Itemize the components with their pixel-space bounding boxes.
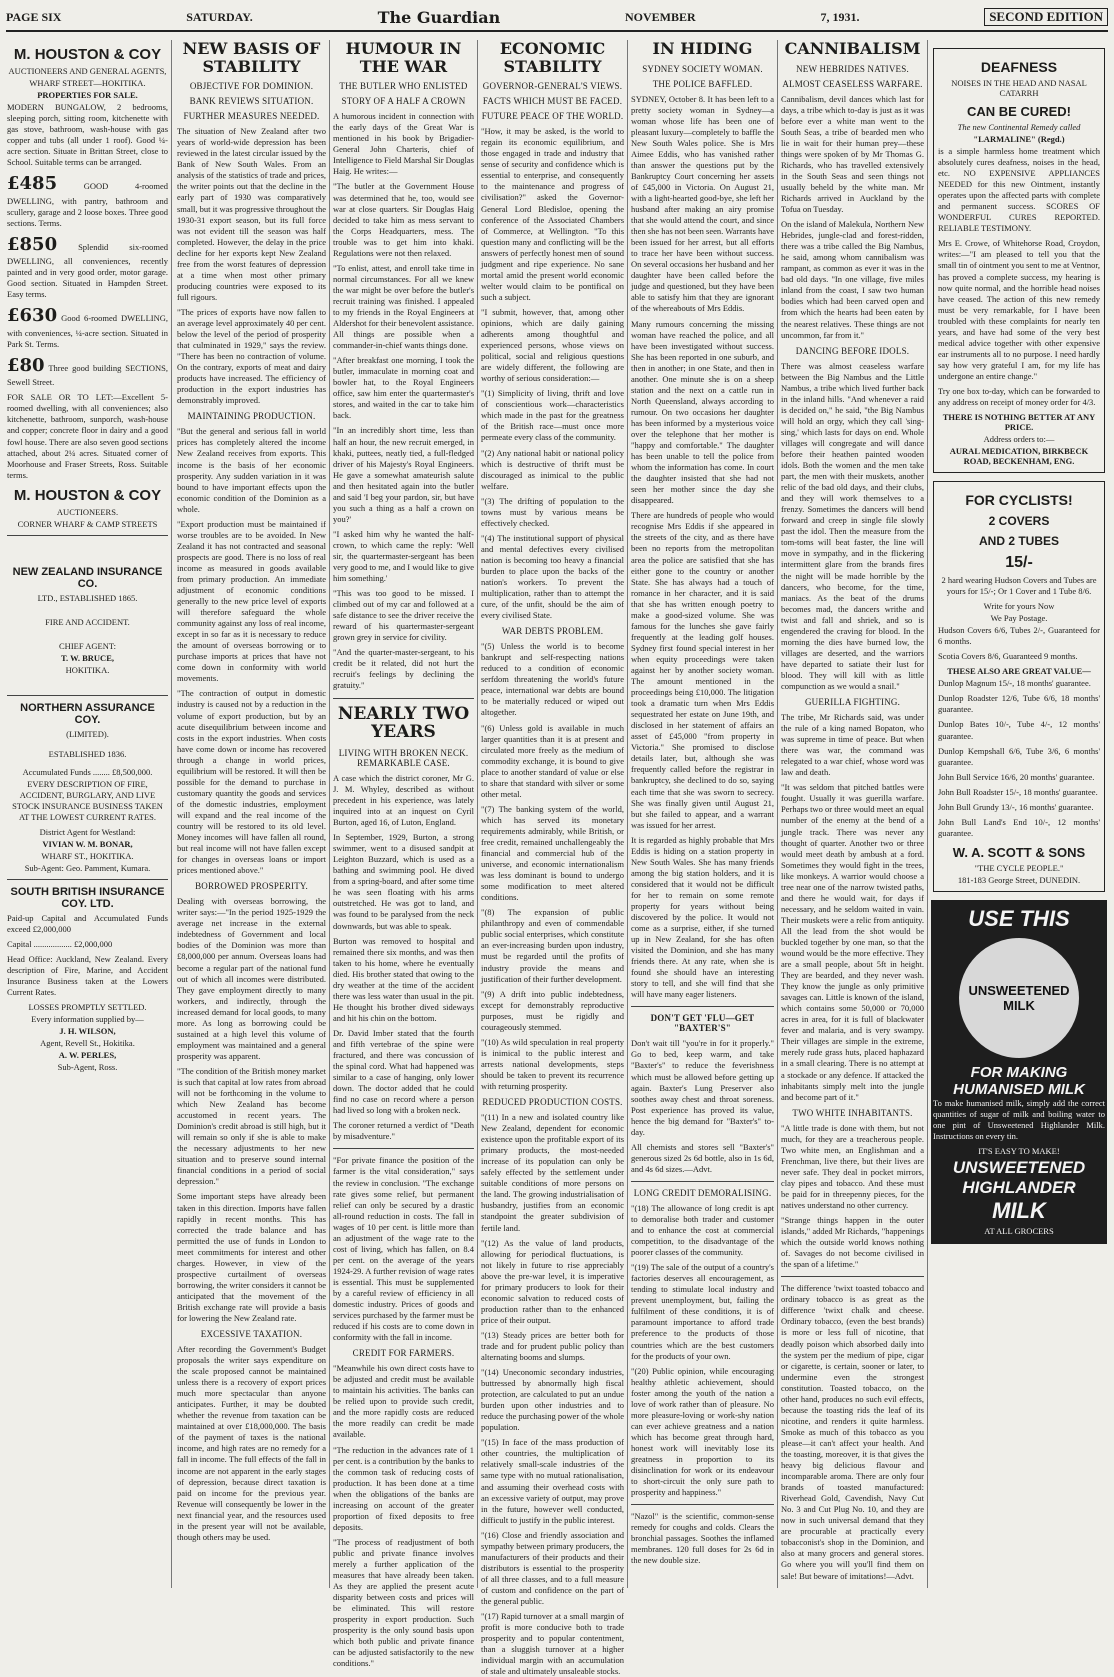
cyclists-heading: FOR CYCLISTS!	[965, 492, 1073, 509]
edition-label: SECOND EDITION	[984, 8, 1108, 26]
write-for-yours: Write for yours Now	[983, 601, 1055, 612]
paragraph: "(1) Simplicity of living, thrift and love of conscientious work—characteristics which made in the past for the greatness of the British race—must once more permeate every class of the community.	[481, 388, 624, 443]
northern-established: ESTABLISHED 1836.	[48, 748, 127, 759]
district-agent-label: District Agent for Westland:	[39, 826, 136, 837]
subhead-maintaining: MAINTAINING PRODUCTION.	[187, 411, 316, 422]
paragraph: "Export production must be maintained if worse troubles are to be avoided. In New Zealand it has not contracted and seasonal prospects are good. There is no loss of real income as measured in goods available from primary production. An immediate adjustment of economic conditions generally to the new price level of exports will therefore safeguard the whole community against any loss of real income, except in so far as it is necessary to reduce the amount of overseas borrowing or to purchase imports at prices that have not come down in conformity with world movements.	[177, 518, 326, 684]
george-street: 181-183 George Street, DUNEDIN.	[957, 874, 1081, 885]
subhead-credit-farmers: CREDIT FOR FARMERS.	[352, 1348, 455, 1359]
price-630: £630	[7, 305, 58, 327]
headline-in-hiding: IN HIDING	[652, 39, 753, 58]
paragraph: "(7) The banking system of the world, which has served its monetary requirements admirably, while British, or free credit, remained unchallengeably the financial and commercial hub of the universe, and economic internationalism was less dominant is bound to undergo some modification to meet altered conditions.	[481, 803, 624, 903]
subhead-sydney: SYDNEY SOCIETY WOMAN.	[642, 63, 763, 74]
paragraph: "For private finance the position of the farmer is the vital consideration," says the review in conclusion. "The exchange rate gives some relief, but permanent relief can only be secured by a drastic all-round reduction in costs. The fall in wages of 10 per cent. is little more than an adjustment of the wage rate to the cost of living, which has fallen, on 8.4 per cent. on the average of the years 1924-29. A further revision of wage rates is essential. This must be supplemented by a careful review of efficiency in all domestic industry. Prices of goods and services purchased by the farmer must be reduced if his costs are to come down in conformity with the fall in income.	[333, 1155, 474, 1343]
paragraph: The coroner returned a verdict of "Death by misadventure."	[333, 1120, 474, 1142]
info-supplied: Every information supplied by—	[31, 1014, 144, 1025]
john-bull-lands-end: John Bull Land's End 10/-, 12 months' guarantee.	[938, 816, 1100, 838]
agent-bonar-address: WHARF ST., HOKITIKA.	[41, 850, 134, 861]
two-tubes: AND 2 TUBES	[978, 534, 1059, 549]
deafness-ad	[933, 48, 1105, 473]
baxters-ad-body-2: All chemists and stores sell "Baxter's" generous sized 2s 6d bottle, also in 1s 6d, and 4s 6d sizes.—Advt.	[631, 1141, 774, 1174]
paragraph: "(20) Public opinion, while encouraging healthy athletic achievement, should foster among the youth of the nation a love of work rather than of pleasure. No more pleasure-loving or work-shy nation can ever achieve greatness and a nation which has become great through hard, honest work will inevitably lose its greatness in proportion to its disinclination for work or its endeavour to short-circuit the only sure path to prosperity and happiness."	[631, 1365, 774, 1498]
paragraph: "(14) Uneconomic secondary industries, buttressed by abnormally high fiscal protection, are calculated to put an undue burden upon other industries and to reduce the purchasing power of the whole population.	[481, 1367, 624, 1433]
paragraph: "I asked him why he wanted the half-crown, to which came the reply: 'Well sir, the quartermaster-sergeant has been very good to me, and I would like to give him something.'	[333, 528, 474, 584]
column-1-advertisements	[4, 40, 172, 1588]
paragraph: "The condition of the British money market is such that capital at low rates from abroad will not be forthcoming in the volume to which New Zealand has become accustomed in recent years. The Dominion's credit abroad is still high, but it will remain so only if she is able to make the necessary adjustments to her new situation and to preserve sound internal financial conditions in a period of social depression."	[177, 1065, 326, 1187]
masthead	[6, 4, 1108, 32]
making-instructions: To make humanised milk, simply add the correct quantities of sugar of milk and boiling water to one pint of Unsweetened Highlander Milk. Instructions on every tin.	[933, 1097, 1105, 1142]
larmaline-body: is a simple harmless home treatment which absolutely cures deafness, noises in the head, etc. NO EXPENSIVE APPLIANCES NEEDED for this new Ointment, instantly operates upon the affected parts with complete and permanent success. SCORES OF WONDERFUL CURES REPORTED. RELIABLE TESTIMONY.	[938, 146, 1100, 234]
larmaline-name: "LARMALINE" (Regd.)	[973, 134, 1065, 144]
nz-insurance-established: LTD., ESTABLISHED 1865.	[37, 592, 138, 603]
paragraph: In September, 1929, Burton, a strong swimmer, went to a disused sandpit at Leighton Buzzard, which is used as a bathing and swimming pool. He dived from a spring-board, and after some time he was seen floating with his arms outstretched. He was got to land, and was found to be paralysed from the neck downwards, but was able to speak.	[333, 832, 474, 931]
sub-agent-pamment: Sub-Agent: Geo. Pamment, Kumara.	[24, 862, 151, 873]
cyclists-price: 15/-	[1005, 554, 1033, 572]
paragraph: "Meanwhile his own direct costs have to be adjusted and credit must be available to maintain his activities. The banks can be relied upon to provide such credit, and the more rapidly costs are reduced the more readily can credit be made available.	[333, 1363, 474, 1440]
agent-bruce: T. W. BRUCE,	[61, 652, 114, 663]
south-british-capital: Capital .................. £2,000,000	[7, 938, 113, 949]
nothing-better: THERE IS NOTHING BETTER AT ANY PRICE.	[942, 412, 1096, 433]
paragraph: Some important steps have already been taken in this direction. Imports have fallen rapidly in recent months. This has corrected the trade balance and has permitted the use of funds in London to meet commitments for interest and other charges. However, in view of the prospective curtailment of overseas borrowing, the writer considers it cannot be anticipated that the movement of the British exchange rate will provide a basis for lowering the New Zealand rate.	[177, 1191, 326, 1323]
john-bull-grundy: John Bull Grundy 13/-, 16 months' guarantee.	[938, 801, 1094, 812]
paragraph: "This was too good to be missed. I climbed out of my car and followed at a safe distance to see the driver receive the reward of his quartermaster-sergeant grown grey in service for civility.	[333, 588, 474, 643]
paragraph: "(9) A drift into public indebtedness, except for demonstrably reproductive purposes, must be rigidly and courageously stemmed.	[481, 988, 624, 1032]
column-7-advertisements	[928, 40, 1110, 1588]
column-5-in-hiding	[628, 40, 778, 1588]
agent-wilson: J. H. WILSON,	[59, 1026, 116, 1037]
paragraph: There are hundreds of people who would recognise Mrs Eddis if she appeared in the streets of the city, and as there have been no reports from the metropolitan area the police are satisfied that she has either gone to the country or another State. She has always had a touch of romance in her character, and it is said that she has written enough poetry to make a good-sized volume. She was famous for the lunches she gave fairly frequently at the leading golf houses. Sydney first found special interest in her when equity proceedings were taken against her by another society woman. The amount mentioned in the proceedings being £10,000. The litigation took a dramatic turn when Mrs Eddis sequestrated her estate on June 19th, and disclosed in her statement of affairs an asset of £45,000 "from property in Victoria." She promised to disclose details later, but, although she was frequently called before the registrar in bankruptcy, she declined to do so, saying each time that she was sworn to secrecy. She was finally given until August 21, but she failed to appear, and a warrant was issued for her arrest.	[631, 510, 774, 830]
paragraph: Many rumours concerning the missing woman have reached the police, and all have been investigated without success. She has been reported in one suburb, and then in another; in one State, and then in another. One minute she is on a sheep station and the next on a cattle run in North Queensland, always according to rumour. On two occasions her daughter has been informed by a mysterious voice over the telephone that her mother is "happy and comfortable." The daughter has been unable to tell the police from whom the information has come. In court the daughter insisted that she had not seen her mother since the day she disappeared.	[631, 318, 774, 506]
paragraph: "(17) Rapid turnover at a small margin of profit is more conducive both to trade prosperity and to popular contentment, than a sluggish turnover at a higher individual margin with an accumulation of stale and ultimately unsaleable stocks.	[481, 1611, 624, 1677]
subhead-hebrides: NEW HEBRIDES NATIVES.	[796, 63, 909, 74]
subhead-governor: GOVERNOR-GENERAL'S VIEWS.	[482, 81, 623, 92]
paragraph: Cannibalism, devil dances which last for days, a tribe which to-day is just as it was before ever a white man went to the South Seas, a tribe of bearded men who lie in wait for their human prey—these things were spoken of by Mr Thomas G. Richards, who has travelled extensively in the South Seas and seen things not usually beheld by the white man. Mr Richards arrived in Auckland by the Tofua on Tuesday.	[781, 93, 924, 215]
paragraph: It is regarded as highly probable that Mrs Eddis is hiding on a station property in New South Wales. She has many friends among the big station holders, and it is considered that it would not be difficult for her to remain on some remote property for years without being discovered by the police. It would not come as a surprise, either, if she turned up in New Zealand, for she has often visited the Dominion, and she has many friends there. At any rate, when she is found she should have an interesting story to tell, and she will find that she will have many eager listeners.	[631, 834, 774, 1000]
highlander-milk-ad	[931, 900, 1107, 1244]
listing-630: Good 6-roomed DWELLING, with conveniences, ¼-acre section. Situated in Park St. Terms.	[7, 313, 169, 349]
subhead-borrowed: BORROWED PROSPERITY.	[195, 881, 308, 892]
paragraph: SYDNEY, October 8. It has been left to a pretty society woman in Sydney—a woman whose life has been one of pleasant luxury—completely to baffle the New South Wales police. She is Mrs Aimee Eddis, who has vanished rather than answer the questions put by the Bankruptcy Court concerning her assets of £45,000 in Victoria. On August 21, with a light-hearted good-bye, she left her husband after making an airy promise that she would attend the court, and since then she has not been seen. Warrants have been issued for her arrest, but all efforts to trace her have been without success. On several occasions her husband and her daughter have been called before the judge and questioned, but they have been able to satisfy him that they are ignorant of the whereabouts of Mrs Eddis.	[631, 93, 774, 314]
paragraph: "(12) As the value of land products, allowing for periodical fluctuations, is not likely in future to rise appreciably above the pre-war level, it is imperative for primary producers to look for their economic salvation to reduced costs of production rather than to the enhanced price of their output.	[481, 1237, 624, 1325]
south-british-head-office: Head Office: Auckland, New Zealand. Every description of Fire, Marine, and Accident Insurance Business taken at the Lowers Current Rates.	[7, 954, 168, 998]
agent-perles-address: Sub-Agent, Ross.	[57, 1062, 118, 1073]
paragraph: A humorous incident in connection with the early days of the Great War is mentioned in his book by Brigadier-General John Charteris, chief of Intelligence to Field Marshal Sir Douglas Haig. He writes:—	[333, 111, 474, 177]
great-value: THESE ALSO ARE GREAT VALUE—	[947, 666, 1091, 677]
paragraph: "It was seldom that pitched battles were fought. Usually it was guerilla warfare. Perhaps two or three would meet an equal number of the enemy at the bend of a jungle track. There was never any thought of quarter. Another two or three would meet death by ambush at a ford. Sometimes they would fight in the trees, like monkeys. A warrior would choose a tree near one of the narrow twisted paths, and there he would wait, for days if necessary, and he seldom waited in vain. Their muskets were a relic from antiquity. All the lead from the shot would be buckled together by one man, so that the wound would be the more effective. They are a small people, about 5ft in height. They are bearded, and they never wash. They know the jungle as only primitive savages can. Little is known of the island, which contains some 50,000 or 70,000 acres in area, for it is full of blackwater fever and malaria, and is very swampy. Their villages are simple in the extreme, merely rude grass huts, placed haphazard in a small clearing. There is no attempt at a stockade or any defence. If attacked the inhabitants simply melt into the jungle and become part of it."	[781, 782, 924, 1102]
subhead-butler: THE BUTLER WHO ENLISTED	[339, 81, 468, 92]
listing-485: GOOD 4-roomed DWELLING, with pantry, bathroom and scullery, garage and 2 loose boxes. Three good sections. Terms.	[7, 181, 168, 228]
dunlop-magnum: Dunlop Magnum 15/-, 18 months' guarantee.	[938, 678, 1091, 689]
subhead-facts: FACTS WHICH MUST BE FACED.	[482, 96, 623, 107]
houston-auctioneers: AUCTIONEERS AND GENERAL AGENTS,	[8, 66, 167, 76]
paragraph: Dr. David Imber stated that the fourth and fifth vertebrae of the spine were fractured, and there was concussion of the spinal cord. What had happened was similar to a case of hanging, only lower down. The doctor added that he could find no case on record where a person had lived so long with a broken neck.	[333, 1027, 474, 1116]
for-sale-listing: FOR SALE OR TO LET:—Excellent 5-roomed dwelling, with all conveniences; also kitchenette, bathroom, sunporch, wash-house and copper; concrete floor in dairy and a good fowl house. There are also seven good sections attached, about 2¼ acres. Situated corner of Moorhouse and Fraser Streets, Ross. Suitable terms.	[7, 392, 168, 480]
scott-sons: W. A. SCOTT & SONS	[952, 844, 1086, 860]
paragraph: There was almost ceaseless warfare between the Big Nambus and the Little Nambus, a tribe which lived further back in the inland hills. "And whenever a raid is decided on," he said, "the Big Nambus will hold an orgy, which they call 'sing-sing,' which lasts for days on end. Whole villages will congregate and will dance before their heathen painted wooden idols. Both the women and the men take part, the men with their muskets, another relic of the bad old days, and their clubs, and they will work themselves to a frenzy. Sometimes the dancers will bend forward and creep in single file slowly past the idol. Then the measure from the tom-toms will beat faster, the line will move in sympathy, and in the flickering intermittent glare from the brands fires the night will be made horrible by the dancers, who become, for the time, maniacs. As the beat of the drums becomes mad, the dancers writhe and twist and fall and shriek, and so is engendered the craving for blood. In the morning the dies have burned low, the villages are deserted, and the warriors have departed to satiate their lust for blood. They will kill with as little compunction as we would a snail."	[781, 360, 924, 691]
cycle-people: "THE CYCLE PEOPLE."	[974, 862, 1064, 873]
column-6-cannibalism	[778, 40, 928, 1588]
paragraph: "(5) Unless the world is to become bankrupt and self-respecting nations reduced to a condition of economic serfdom threatening the world's future peace, international war debts are bound to be materially reduced or wiped out altogether.	[481, 641, 624, 718]
paragraph: "(18) The allowance of long credit is apt to demoralise both trader and customer and to enhance the cost at commercial competition, to the disadvantage of the poorer classes of the community.	[631, 1202, 774, 1258]
losses-settled: LOSSES PROMPTLY SETTLED.	[28, 1002, 147, 1013]
dunlop-bates: Dunlop Bates 10/-, Tube 4/-, 12 months' guarantee.	[938, 719, 1100, 741]
subhead-further: FURTHER MEASURES NEEDED.	[183, 111, 320, 122]
two-covers: 2 COVERS	[988, 514, 1050, 529]
subhead-taxation: EXCESSIVE TAXATION.	[200, 1329, 303, 1340]
paragraph: "How, it may be asked, is the world to regain its economic equilibrium, and those engaged in trade and industry that sense of security and confidence which is essential to enterprise, and consequently to the maintenance and progress of civilisation?" asked the Governor-General Lord Bledisloe, opening the conference of the Associated Chambers of Commerce, at Wellington. "To this question many and conflicting will be the answers of perfectly honest men of sound judgment and ripe experience. No sane mortal amid the present world economic welter would claim to be pontifical on such a subject.	[481, 126, 624, 302]
for-making: FOR MAKING HUMANISED MILK	[953, 1063, 1085, 1098]
paragraph: "The butler at the Government House was determined that he, too, would see war at close quarters. Sir Douglas Haig decided to take him as mess servant to the Corps Headquarters, mess. The trouble was to get him into khaki. Regulations were not then relaxed.	[333, 181, 474, 258]
listing-80: Three good building SECTIONS, Sewell Street.	[7, 362, 168, 388]
paragraph: "The contraction of output in domestic industry is caused not by a reduction in the volume of export production, but by an acute disequilibrium between income and costs in the export industries. When costs have come down or income has recovered through a change in world prices, equilibrium will be restored. It will then be possible for the demand to purchase in customary quantity the goods and services of the domestic industries, employment will expand and the real income of the country will be restored to its old level. Money incomes will have fallen all round, but real income will not have fallen except for changes in overseas loans or import prices mentioned above."	[177, 688, 326, 876]
column-2-new-basis	[174, 40, 330, 1588]
paragraph: "(16) Close and friendly association and sympathy between primary producers, the manufacturers of their products and their distributors is essential to the prosperity of all three classes, and to a full measure of custom and confidence on the part of the general public.	[481, 1529, 624, 1606]
easy-to-make: IT'S EASY TO MAKE!	[978, 1146, 1060, 1157]
nz-insurance-title: NEW ZEALAND INSURANCE CO.	[12, 565, 163, 590]
aural-medication: AURAL MEDICATION, BIRKBECK ROAD, BECKENHAM, ENG.	[949, 446, 1089, 467]
deafness-heading: DEAFNESS	[980, 59, 1058, 75]
john-bull-roadster: John Bull Roadster 15/-, 18 months' guarantee.	[938, 786, 1098, 797]
headline-economic-stability: ECONOMIC STABILITY	[499, 39, 606, 76]
houston-firm-2: M. HOUSTON & COY	[13, 486, 162, 504]
paragraph: "I submit, however, that, among other opinions, which are daily gaining adherents among thoughtful and experienced persons, whose views on political, social and religious questions are widely different, the following are worthy of serious consideration:—	[481, 306, 624, 384]
paragraph: "The prices of exports have now fallen to an average level approximately 40 per cent. below the level of the period of prosperity that culminated in 1929," says the review. "There has been no contraction of volume. On the contrary, exports of meat and dairy products have increased. The efficiency of production in the export industries has demonstrably improved.	[177, 306, 326, 406]
unsweetened-label: UNSWEETENED	[952, 1158, 1086, 1178]
agent-bonar: VIVIAN W. M. BONAR,	[42, 838, 133, 849]
paragraph: "After breakfast one morning, I took the butler, immaculate in morning coat and bowler hat, to the Royal Engineers office, saw him enter the quartermaster's stores, and waited in the car to take him back.	[333, 355, 474, 421]
address-orders: Address orders to:—	[983, 434, 1055, 445]
properties-heading: PROPERTIES FOR SALE.	[37, 90, 138, 100]
south-british-title: SOUTH BRITISH INSURANCE COY. LTD.	[10, 885, 165, 910]
can-label: UNSWEETENED MILK	[968, 982, 1070, 1013]
paragraph: On the island of Malekula, Northern New Hebrides, jungle-clad and forest-ridden, there was a tribe called the Big Nambus, he said, among whom cannibalism was rampant, as common as ever it was in the bad old days. "In one village, five miles inland from the coast, I saw two human bodies which had been carved open and from which the hearts had been eaten by the nearest relatives. These things are not uncommon, far from it."	[781, 219, 924, 340]
continental-remedy: The new Continental Remedy called	[957, 122, 1081, 132]
subhead-dancing: DANCING BEFORE IDOLS.	[795, 345, 910, 356]
we-pay-postage: We Pay Postage.	[990, 613, 1048, 624]
northern-limited: (LIMITED).	[66, 728, 109, 739]
dunlop-roadster: Dunlop Roadster 12/6, Tube 6/6, 18 months' guarantee.	[938, 693, 1100, 715]
toasted-tobacco-ad: The difference 'twixt toasted tobacco and ordinary tobacco is as great as the difference 'twixt chalk and cheese. Ordinary tobacco, (even the best brands) is more or less full of nicotine, that deadly poison which absorbed daily into the system per the medium of pipe, cigar or cigarette, is certain, sooner or later, to undermine even the strongest constitution. Toasted tobacco, on the other hand, produces no such evil effects, because the toasting rids the leaf of its nicotine, and renders it quite harmless. Smoke as much of this tobacco as you please—it can't affect your health. And the toasting, moreover, it is that gives the heavy big delicious flavour and incomparable aroma. There are only four brands of toasted manufactured: Riverhead Gold, Cavendish, Navy Cut No. 3 and Cut Plug No. 10, and they are now in such universal demand that they are procurable at practically every tobacconist's shop in the Dominion, and also at many grocers and general stores. Go where you will you'll find them on sale! But beware of imitations!—Advt.	[781, 1283, 924, 1581]
paragraph: The tribe, Mr Richards said, was under the rule of a king named Bopaton, who was supreme in time of peace. But when there was war, the command was relegated to a war chief, whose word was law and death.	[781, 712, 924, 778]
paragraph: "Strange things happen in the outer islands," added Mr Richards, "happenings which the outside world knows nothing of. Savages do not become civilised in the span of a lifetime."	[781, 1215, 924, 1270]
john-bull-service: John Bull Service 16/6, 20 months' guarantee.	[938, 771, 1095, 782]
paragraph: "To enlist, attest, and enroll take time in normal circumstances. For all we knew the war might be over before the butler's recruit training was finished. I appealed to my friends in the Royal Engineers at Aldershot for their benevolent assistance. All things are possible when a commander-in-chief wants things done.	[333, 262, 474, 351]
houston-corner: CORNER WHARF & CAMP STREETS	[17, 518, 158, 529]
at-all-grocers: AT ALL GROCERS	[984, 1226, 1054, 1237]
paragraph: The situation of New Zealand after two years of world-wide depression has been reviewed in the latest circular issued by the Bank of New South Wales. From an analysis of the statistics of trade and prices, the writer points out that the decline in the early part of 1930 was comparatively small, but it was progressive throughout the 1930-31 export season, but its full force was not evident till the season was half completed. However, the delay in the price decline for her exports kept New Zealand free from the worst features of depression at a time when most other primary producing countries were exposed to its full rigours.	[177, 126, 326, 302]
column-3-humour	[330, 39, 478, 1669]
column-4-economic-stability	[478, 39, 628, 1677]
paragraph: "(4) The institutional support of physical and mental defectives every civilised nation is becoming too heavy a financial burden to place upon the backs of the nation's workers. To prevent the multiplication, rather than to attempt the cure, of the unfit, should be the aim of every civilised State.	[481, 532, 624, 621]
scotia-covers: Scotia Covers 8/6, Guaranteed 9 months.	[938, 651, 1078, 662]
paragraph: "A little trade is done with them, but not much, for they are a treacherous people. Two white men, an Englishman and a Frenchman, live there, but their lives are never safe. They deal in pocket mirrors, clay pipes and tobacco. And these must be paid for in threepenny pieces, for the natives understand no other currency.	[781, 1122, 924, 1210]
headline-humour: HUMOUR IN THE WAR	[345, 39, 462, 76]
newspaper-title: The Guardian	[377, 7, 501, 27]
paragraph: "(8) The expansion of public philanthropy and even of commendable public social enterprises, which constitute an ever-increasing burden upon industry, must be regarded until the profits of industry provide the means and justification of their further development.	[481, 907, 624, 984]
paragraph: "(6) Unless gold is available in much larger quantities than it is at present and circulated more freely as the medium of commodity exchange, it is bound to give place to another standard of value or else to share that standard with silver or some other metal.	[481, 722, 624, 799]
subhead-guerilla: GUERILLA FIGHTING.	[804, 697, 901, 708]
deafness-subheading: NOISES IN THE HEAD AND NASAL CATARRH	[951, 78, 1087, 98]
paragraph: Dealing with overseas borrowing, the writer says:—"In the period 1925-1929 the average net increase in the external indebtedness of Government and local bodies of the Dominion was more than £8,000,000 per annum. Overseas loans had become a regular part of the national fund out of which all incomes were distributed. They gave employment directly to many workers, and indirectly, through the increased demand for local goods, to many more. As long as borrowing could be sustained at a high level this volume of employment was maintained and a general prosperity was apparent.	[177, 896, 326, 1061]
masthead-date: 7, 1931.	[820, 9, 860, 24]
page-number: PAGE SIX	[6, 9, 62, 24]
dunlop-kempshall: Dunlop Kempshall 6/6, Tube 3/6, 6 months' guarantee.	[938, 745, 1100, 767]
paragraph: "(11) In a new and isolated country like New Zealand, dependent for economic existence upon the profitable export of its primary products, the most-needed increase of its population can only be safely effected by the settlement under suitable conditions of more persons on the land. The growing industrialisation of husbandry, justifies from an economic standpoint the greater subdivision of fertile land.	[481, 1112, 624, 1233]
subhead-production-costs: REDUCED PRODUCTION COSTS.	[482, 1097, 623, 1108]
subhead-long-credit: LONG CREDIT DEMORALISING.	[633, 1187, 772, 1198]
headline-new-basis: NEW BASIS OF STABILITY	[182, 39, 321, 76]
listing-850: Splendid six-roomed DWELLING, all conveniences, recently painted and in very good order, motor garage. Good section. Situated in Hampden Street. Easy terms.	[7, 241, 168, 300]
paragraph: "The process of readjustment of both public and private finance involves merely a further application of the measures that have already been taken. As they are applied the present acute disparity between costs and prices will be eliminated. This will restore prosperity in export production. Such prosperity is the only sound basis upon which both public and private finance can be adjusted satisfactorily to the new conditions."	[333, 1536, 474, 1669]
northern-description: EVERY DESCRIPTION OF FIRE, ACCIDENT, BURGLARY, AND LIVE STOCK INSURANCE BUSINESS TAKEN AT THE LOWEST CURRENT RATES.	[12, 778, 163, 822]
nazol-ad: "Nazol" is the scientific, common-sense remedy for coughs and colds. Clears the bronchial passages. Soothes the inflamed membranes. 120 full doses for 2s 6d in the new double size.	[631, 1511, 774, 1566]
paragraph: "But the general and serious fall in world prices has completely altered the income New Zealand receives from exports. This income is the basis of her economic prosperity. Any sudden variation in it was bound to have important effects upon the economic condition of the Dominion as a whole.	[177, 426, 326, 514]
agent-wilson-address: Agent, Revell St., Hokitika.	[40, 1038, 135, 1049]
houston-firm: M. HOUSTON & COY	[13, 46, 162, 63]
headline-cannibalism: CANNIBALISM	[784, 39, 921, 58]
accumulated-funds: Accumulated Funds ........ £8,500,000.	[22, 766, 153, 777]
hudson-covers: Hudson Covers 6/6, Tubes 2/-, Guaranteed for 6 months.	[938, 625, 1100, 647]
use-this: USE THIS	[968, 905, 1070, 931]
subhead-two-white: TWO WHITE INHABITANTS.	[792, 1107, 913, 1118]
highlander-label: HIGHLANDER	[962, 1178, 1076, 1198]
subhead-police: THE POLICE BAFFLED.	[652, 78, 753, 89]
price-80: £80	[7, 354, 45, 376]
hudson-offer: 2 hard wearing Hudson Covers and Tubes are yours for 15/-; Or 1 Cover and 1 Tube 8/6.	[941, 575, 1097, 597]
paragraph: Burton was removed to hospital and remained there six months, and was then taken to his home, where he eventually died. His brother stated that owing to the dry weather at the time of the accident there was less water than usual in the pit. He thought his brother dived sideways and hit his chin on the bottom.	[333, 935, 474, 1023]
baxters-ad-body: Don't wait till "you're in for it properly." Go to bed, keep warm, and take "Baxter's" to reduce the feverishness which must be allowed before getting up again. Baxter's Lung Preserver also soothes away chest and throat soreness. Post experience has proved its value, hence the big demand for "Baxter's" to-day.	[631, 1038, 774, 1137]
try-one-box: Try one box to-day, which can be forwarded to any address on receipt of money order for 4/3.	[938, 385, 1100, 408]
paragraph: "The reduction in the advances rate of 1 per cent. is a contribution by the banks to the common task of reducing costs of production. It has been done at a time when the obligations of the banks are increasing on account of the greater proportion of fixed deposits to free deposits.	[333, 1444, 474, 1532]
masthead-day: SATURDAY.	[186, 9, 253, 24]
paragraph: "(19) The sale of the output of a country's factories deserves all encouragement, as tending to stimulate local industry and prevent unemployment, but, failing the fulfilment of these conditions, it is of paramount importance to afford trade preference to the products of those countries which are the best customers for the products of your own.	[631, 1262, 774, 1361]
milk-can-illustration	[959, 938, 1079, 1058]
chief-agent-label: CHIEF AGENT:	[59, 640, 116, 651]
paragraph: "In an incredibly short time, less than half an hour, the new recruit emerged, in khaki, puttees, neatly tied, a full-fledged driver of his Majesty's Royal Engineers. He gave a somewhat amateurish salute and then hesitated again into the butler and said 'I beg your pardon, sir, but have you such a thing as a half a crown on you?'	[333, 425, 474, 524]
northern-assurance-title: NORTHERN ASSURANCE COY.	[20, 701, 155, 726]
paragraph: "(3) The drifting of population to the towns must by various means be effectively checked.	[481, 495, 624, 528]
subhead-warfare: ALMOST CEASELESS WARFARE.	[782, 78, 923, 89]
subhead-broken-neck: LIVING WITH BROKEN NECK. REMARKABLE CASE.	[338, 747, 469, 768]
subhead-objective: OBJECTIVE FOR DOMINION.	[189, 81, 314, 92]
paragraph: "(15) In face of the mass production of other countries, the multiplication of relatively small-scale industries of the same type with no mutual rationalisation, and assuming their overhead costs with an excessive variety of output, may prove in the future, however well conducted, difficult to justify in the public interest.	[481, 1437, 624, 1525]
milk-label: MILK	[992, 1198, 1046, 1224]
can-be-cured: CAN BE CURED!	[967, 104, 1071, 119]
baxters-ad-heading: DON'T GET 'FLU—GET "BAXTER'S"	[650, 1013, 755, 1034]
paragraph: A case which the district coroner, Mr G. J. M. Whyley, described as without precedent in his experience, was lately inquired into at an inquest on Cyril Burton, aged 16, of Luton, England.	[333, 772, 474, 828]
agent-hokitika: HOKITIKA.	[65, 664, 110, 675]
subhead-future-peace: FUTURE PEACE OF THE WORLD.	[481, 111, 624, 122]
fire-accident: FIRE AND ACCIDENT.	[45, 616, 130, 627]
subhead-bank: BANK REVIEWS SITUATION.	[189, 96, 314, 107]
paragraph: "(13) Steady prices are better both for trade and for prudent public policy than alternating booms and slumps.	[481, 1329, 624, 1363]
subhead-half-crown: STORY OF A HALF A CROWN	[341, 96, 466, 107]
houston-wharf: WHARF STREET—HOKITIKA.	[29, 78, 146, 88]
agent-perles: A. W. PERLES,	[58, 1050, 117, 1061]
masthead-month: NOVEMBER	[625, 9, 696, 24]
price-850: £850	[7, 233, 58, 255]
testimony: Mrs E. Crowe, of Whitehorse Road, Croydon, writes:—"I am pleased to tell you that the small tin of ointment you sent to me at Ventnor, has proved a complete success, my hearing is now quite normal, and the horrible head noises have ceased. The action of this new remedy must be very remarkable, for I have been troubled with these complaints for nearly ten years, and have had some of the very best medical advice together with other expensive ear instruments all to no purpose. I need hardly say how very grateful I am, for my life has undergone an entire change."	[938, 238, 1100, 381]
cyclists-ad	[933, 481, 1105, 892]
houston-auctioneers-2: AUCTIONEERS.	[56, 506, 119, 517]
headline-nearly-two-years: NEARLY TWO YEARS	[337, 703, 470, 743]
bungalow-listing: MODERN BUNGALOW, 2 bedrooms, sleeping porch, sitting room, kitchenette with gas stove, bathroom, wash-house with gas copper and tubs (all under 1 roof). Good ¼-acre section. Situate in Brittan Street, close to School. Suitable terms can be arranged.	[7, 102, 168, 168]
subhead-war-debts: WAR DEBTS PROBLEM.	[501, 626, 604, 637]
paragraph: "(2) Any national habit or national policy which is destructive of thrift must be discouraged as inimical to the public welfare.	[481, 447, 624, 491]
paragraph: "And the quarter-master-sergeant, to his credit be it related, did not hurt the recruit's feelings by declining the gratuity."	[333, 647, 474, 691]
price-485: £485	[7, 173, 58, 195]
south-british-paidup: Paid-up Capital and Accumulated Funds exceed £2,000,000	[7, 912, 168, 934]
paragraph: "(10) As wild speculation in real property is inimical to the public interest and arrests national developments, steps should be taken to prevent its recurrence with returning prosperity.	[481, 1036, 624, 1091]
paragraph: After recording the Government's Budget proposals the writer says expenditure on the scale proposed cannot be maintained unless there is a recovery of export prices much more spectacular than anyone anticipates. Further, it may be doubted whether the revenue from taxation can be maintained at over £18,000,000. The basis of the payment of taxes is the national income, and high rates are no remedy for a fall in income. The full effects of the fall in income are not apparent in the early stages of depression, because direct taxation is paid on income for the previous year. Revenue will consequently be lower in the next financial year, and the resources used in the present year will not be available, though others may be used.	[177, 1344, 326, 1542]
